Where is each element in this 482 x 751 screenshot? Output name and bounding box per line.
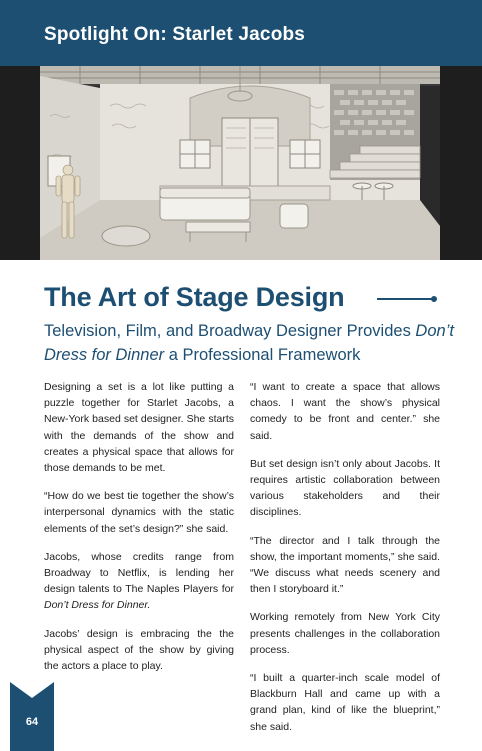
- article-subhead: [44, 319, 454, 367]
- headline-dot: [431, 296, 437, 302]
- show-title: Don’t Dress for Dinner.: [44, 599, 151, 612]
- paragraph: But set design isn’t only about Jacobs. It requires artistic collaboration between various stakeholders and their disciplines.: [250, 457, 440, 519]
- article-column-left: [44, 379, 234, 686]
- paragraph: Jacobs’ design is embracing the the physical aspect of the show by giving the actors a place to play.: [44, 627, 234, 673]
- paragraph-text: Jacobs, whose credits range from Broadway to Netflix, is lending her design talents to The Naples Players for: [44, 550, 234, 596]
- paragraph: “I want to create a space that allows chaos. I want the show’s physical comedy to be front and center.” she said.: [250, 381, 440, 442]
- paragraph: [44, 549, 234, 614]
- subhead-prefix: Television, Film, and Broadway Designer Provides: [44, 322, 416, 340]
- subhead-suffix: a Professional Framework: [164, 346, 361, 364]
- paragraph: “The director and I talk through the show, the important moments,” she said. “We discuss what needs scenery and then I storyboard it.”: [250, 534, 440, 596]
- article-column-right: [250, 379, 440, 747]
- subhead-show-title: Don’t Dress for Dinner: [44, 322, 454, 364]
- paragraph: Working remotely from New York City presents challenges in the collaboration process.: [250, 611, 440, 656]
- page-number: 64: [25, 716, 39, 728]
- paragraph: Designing a set is a lot like putting a puzzle together for Starlet Jacobs, a New-York based set designer. She starts with the demands of the show and creates a physical space that allows for those demands to be met.: [44, 381, 234, 475]
- paragraph: “How do we best tie together the show’s interpersonal dynamics with the static elements of the set’s design?” she said.: [44, 490, 234, 535]
- stage-model-photo: [0, 66, 482, 260]
- section-title: Spotlight On: Starlet Jacobs: [44, 24, 306, 45]
- paragraph: “I built a quarter-inch scale model of Blackburn Hall and came up with a grand plan, kind of like the blueprint,” she said.: [250, 672, 440, 733]
- header-banner: [0, 0, 482, 66]
- article-headline: The Art of Stage Design: [44, 282, 345, 312]
- headline-rule: [377, 298, 433, 300]
